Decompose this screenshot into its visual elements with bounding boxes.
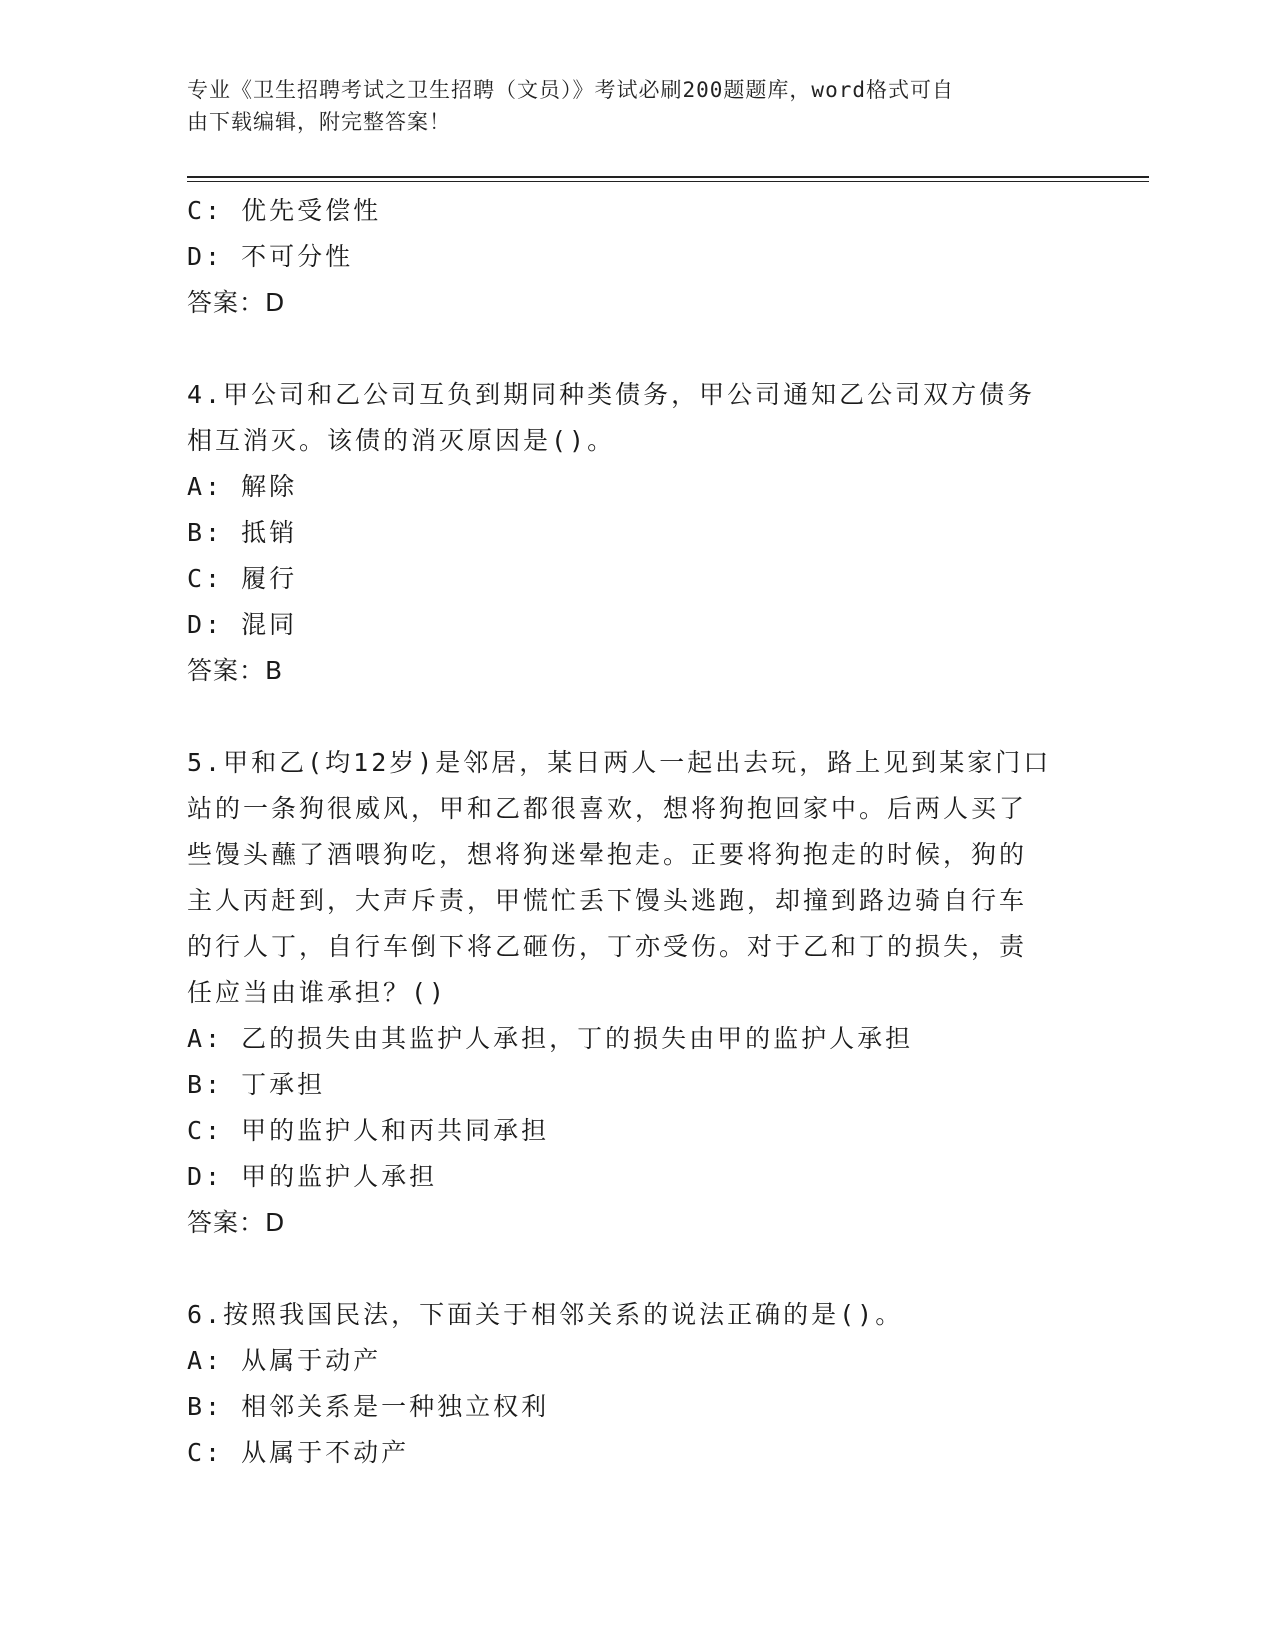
option-a: A: 乙的损失由其监护人承担，丁的损失由甲的监护人承担 (187, 1024, 914, 1053)
question-3-tail (187, 188, 1087, 326)
option-d: D: 混同 (187, 610, 298, 639)
option-c: C: 优先受偿性 (187, 196, 382, 225)
header-divider-thick (187, 176, 1149, 178)
question-stem: 站的一条狗很威风，甲和乙都很喜欢，想将狗抱回家中。后两人买了 (187, 794, 1028, 823)
option-b: B: 抵销 (187, 518, 298, 547)
question-stem: 5.甲和乙(均12岁)是邻居，某日两人一起出去玩，路上见到某家门口 (187, 748, 1052, 777)
header-line-1: 专业《卫生招聘考试之卫生招聘（文员）》考试必刷200题题库，word格式可自 (187, 78, 954, 102)
question-stem: 4.甲公司和乙公司互负到期同种类债务，甲公司通知乙公司双方债务 (187, 380, 1036, 409)
option-b: B: 相邻关系是一种独立权利 (187, 1392, 550, 1421)
header-line-2: 由下载编辑，附完整答案！ (187, 110, 451, 134)
question-5 (187, 740, 1087, 1246)
option-c: C: 甲的监护人和丙共同承担 (187, 1116, 550, 1145)
question-4 (187, 372, 1087, 694)
spacer (187, 326, 1087, 372)
option-d: D: 甲的监护人承担 (187, 1162, 438, 1191)
question-stem: 任应当由谁承担？() (187, 978, 448, 1007)
option-c: C: 从属于不动产 (187, 1438, 410, 1467)
question-6 (187, 1292, 1087, 1476)
question-stem: 些馒头蘸了酒喂狗吃，想将狗迷晕抱走。正要将狗抱走的时候，狗的 (187, 840, 1028, 869)
question-stem: 相互消灭。该债的消灭原因是()。 (187, 426, 616, 455)
question-stem: 的行人丁，自行车倒下将乙砸伤，丁亦受伤。对于乙和丁的损失，责 (187, 932, 1028, 961)
document-header (187, 74, 1067, 138)
header-divider-thin (187, 181, 1149, 182)
answer-text: 答案：D (187, 288, 286, 317)
spacer (187, 1246, 1087, 1292)
option-d: D: 不可分性 (187, 242, 354, 271)
answer-text: 答案：B (187, 656, 284, 685)
spacer (187, 694, 1087, 740)
document-body (187, 188, 1087, 1476)
option-a: A: 从属于动产 (187, 1346, 382, 1375)
option-c: C: 履行 (187, 564, 298, 593)
option-b: B: 丁承担 (187, 1070, 326, 1099)
question-stem: 主人丙赶到，大声斥责，甲慌忙丢下馒头逃跑，却撞到路边骑自行车 (187, 886, 1028, 915)
option-a: A: 解除 (187, 472, 298, 501)
question-stem: 6.按照我国民法，下面关于相邻关系的说法正确的是()。 (187, 1300, 904, 1329)
answer-text: 答案：D (187, 1208, 286, 1237)
